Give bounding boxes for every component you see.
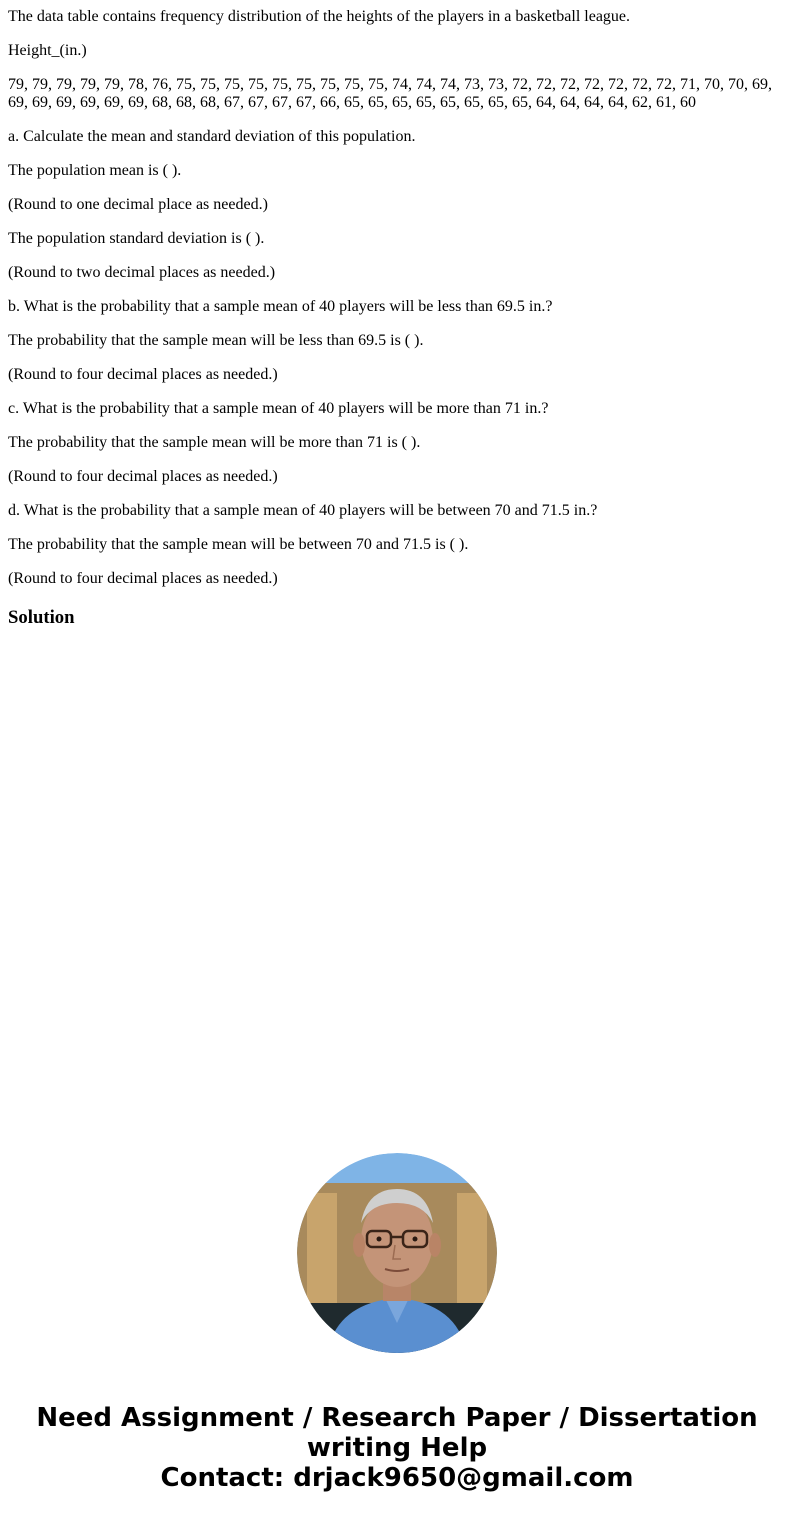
- column-header: Height_(in.): [8, 42, 87, 59]
- part-d-round: (Round to four decimal places as needed.): [8, 570, 278, 587]
- part-c-round: (Round to four decimal places as needed.): [8, 468, 278, 485]
- question-body: [8, 0, 786, 604]
- data-values: 79, 79, 79, 79, 79, 78, 76, 75, 75, 75, 75, 75, 75, 75, 75, 75, 74, 74, 74, 73, 73, 72, 72, 72, 72, 72, 72, 72, 71, 70, 70, 69, 69, 69, 69, 69, 69, 69, 68, 68, 68, 67, 67, 67, 67, 66, 65, 65, 65, 65, 65, 65, 65, 65, 64, 64, 64, 64, 62, 61, 60: [8, 76, 772, 111]
- part-d-answer: The probability that the sample mean will be between 70 and 71.5 is ( ).: [8, 536, 469, 553]
- part-a-question: a. Calculate the mean and standard deviation of this population.: [8, 128, 416, 145]
- promo-line-1: Need Assignment / Research Paper / Dissertation: [36, 1403, 758, 1433]
- part-b-question: b. What is the probability that a sample mean of 40 players will be less than 69.5 in.?: [8, 298, 553, 315]
- part-b-answer: The probability that the sample mean will be less than 69.5 is ( ).: [8, 332, 424, 349]
- part-a-mean: The population mean is ( ).: [8, 162, 182, 179]
- promo-banner: [0, 1403, 794, 1493]
- tutor-avatar: [297, 1153, 497, 1353]
- part-c-question: c. What is the probability that a sample mean of 40 players will be more than 71 in.?: [8, 400, 549, 417]
- part-a-mean-round: (Round to one decimal place as needed.): [8, 196, 268, 213]
- part-c-answer: The probability that the sample mean will be more than 71 is ( ).: [8, 434, 421, 451]
- part-a-sd: The population standard deviation is ( ).: [8, 230, 265, 247]
- part-b-round: (Round to four decimal places as needed.): [8, 366, 278, 383]
- part-a-sd-round: (Round to two decimal places as needed.): [8, 264, 276, 281]
- solution-heading: Solution: [8, 607, 75, 628]
- part-d-question: d. What is the probability that a sample mean of 40 players will be between 70 and 71.5 in.?: [8, 502, 598, 519]
- intro-text: The data table contains frequency distribution of the heights of the players in a basketball league.: [8, 8, 631, 25]
- promo-line-2: writing Help: [306, 1433, 488, 1463]
- promo-contact: Contact: drjack9650@gmail.com: [160, 1463, 634, 1493]
- tutor-portrait-image: [297, 1153, 497, 1353]
